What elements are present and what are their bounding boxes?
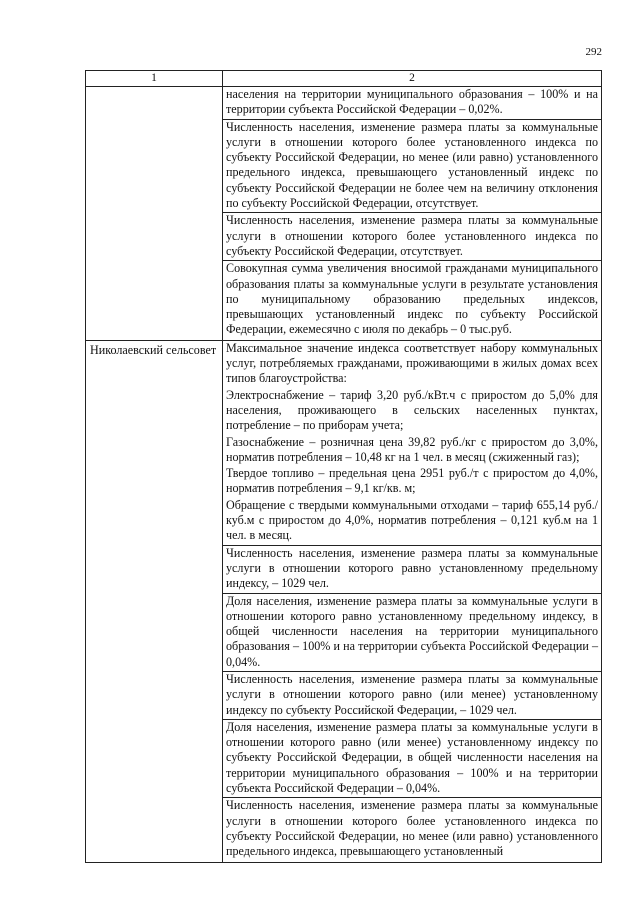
paragraph: Доля населения, изменение размера платы за коммунальные услуги в отношении которого равно (или менее) установленному индексу по субъекту Российской Федерации, в общей численности населения на территории муниципального образования – 100% и на территории субъекта Российской Федерации – 0,04%. [223, 720, 601, 798]
paragraph: Обращение с твердыми коммунальными отходами – тариф 655,14 руб./куб.м с приростом до 4,0%, норматив потребления – 0,121 куб.м на 1 чел. в месяц. [223, 498, 601, 546]
page-number: 292 [585, 46, 602, 58]
paragraph: населения на территории муниципального образования – 100% и на территории субъекта Российской Федерации – 0,02%. [223, 87, 601, 120]
paragraph: Численность населения, изменение размера платы за коммунальные услуги в отношении которого равно (или менее) установленному индексу по субъекту Российской Федерации, – 1029 чел. [223, 672, 601, 720]
column-header-1: 1 [86, 71, 223, 87]
document-table [85, 70, 602, 863]
paragraph: Численность населения, изменение размера платы за коммунальные услуги в отношении которого равно установленному предельному индексу, – 1029 чел. [223, 546, 601, 594]
indicators-cell [223, 340, 602, 862]
table-row [86, 87, 602, 341]
paragraph: Совокупная сумма увеличения вносимой гражданами муниципального образования платы за коммунальные услуги в результате установления по муниципальному образованию предельных индексов, превышающих установленный индекс по субъекту Российской Федерации, ежемесячно с июля по декабрь – 0 тыс.руб. [226, 261, 598, 337]
paragraph: Численность населения, изменение размера платы за коммунальные услуги в отношении которого более установленного индекса по субъекту Российской Федерации, но менее (или равно) установленного предельного индекса, превышающего установленный [226, 798, 598, 859]
municipality-name-cell: Николаевский сельсовет [86, 340, 223, 862]
table-header-row [86, 71, 602, 87]
indicators-cell [223, 87, 602, 341]
paragraph: Электроснабжение – тариф 3,20 руб./кВт.ч с приростом до 5,0% для населения, проживающего в сельских населенных пунктах, потребление – по приборам учета; [226, 387, 598, 433]
paragraph: Численность населения, изменение размера платы за коммунальные услуги в отношении которого более установленного индекса по субъекту Российской Федерации, отсутствует. [223, 213, 601, 261]
paragraph: Численность населения, изменение размера платы за коммунальные услуги в отношении которого более установленного индекса по субъекту Российской Федерации, но менее (или равно) установленного предельного индекса, превышающего установленный индекс по субъекту Российской Федерации не более чем на величину отклонения по субъекту Российской Федерации, отсутствует. [223, 120, 601, 214]
paragraph: Доля населения, изменение размера платы за коммунальные услуги в отношении которого равно установленному предельному индексу, в общей численности населения на территории муниципального образования – 100% и на территории субъекта Российской Федерации – 0,04%. [223, 594, 601, 672]
table-row [86, 340, 602, 862]
paragraph: Газоснабжение – розничная цена 39,82 руб./кг с приростом до 3,0%, норматив потребления – 10,48 кг на 1 чел. в месяц (сжиженный газ); [226, 434, 598, 464]
paragraph: Максимальное значение индекса соответствует набору коммунальных услуг, потребляемых гражданами, проживающими в жилых домах всех типов благоустройства: [226, 340, 598, 386]
municipality-name-cell [86, 87, 223, 341]
column-header-2: 2 [223, 71, 602, 87]
paragraph: Твердое топливо – предельная цена 2951 руб./т с приростом до 4,0%, норматив потребления – 9,1 кг/кв. м; [226, 466, 598, 496]
